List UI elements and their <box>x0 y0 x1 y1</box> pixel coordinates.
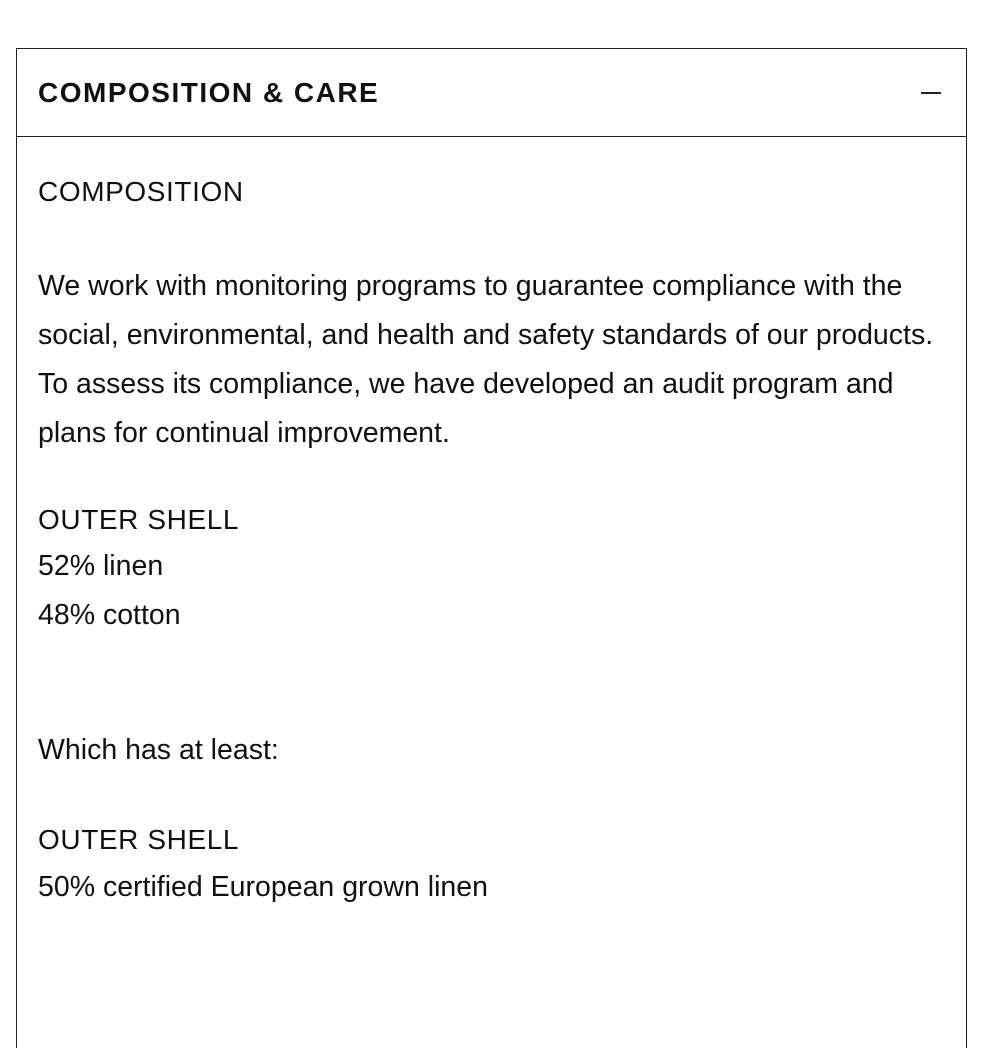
composition-description: We work with monitoring programs to guarantee compliance with the social, environmental, and health and safety standards of our products. To assess its compliance, we have developed an audit program and plans for continual improvement. <box>38 270 934 449</box>
accordion-header[interactable] <box>17 49 966 137</box>
material-line: 52% linen <box>38 550 164 582</box>
outer-shell-label: OUTER SHELL <box>38 824 240 855</box>
material-line: 48% cotton <box>38 599 181 631</box>
composition-care-accordion <box>16 48 967 1048</box>
composition-heading: COMPOSITION <box>38 176 244 207</box>
accordion-title: COMPOSITION & CARE <box>38 76 380 108</box>
outer-shell-label: OUTER SHELL <box>38 504 240 535</box>
material-line: 50% certified European grown linen <box>38 871 488 903</box>
minus-icon[interactable] <box>918 80 944 106</box>
at-least-label: Which has at least: <box>38 734 279 766</box>
